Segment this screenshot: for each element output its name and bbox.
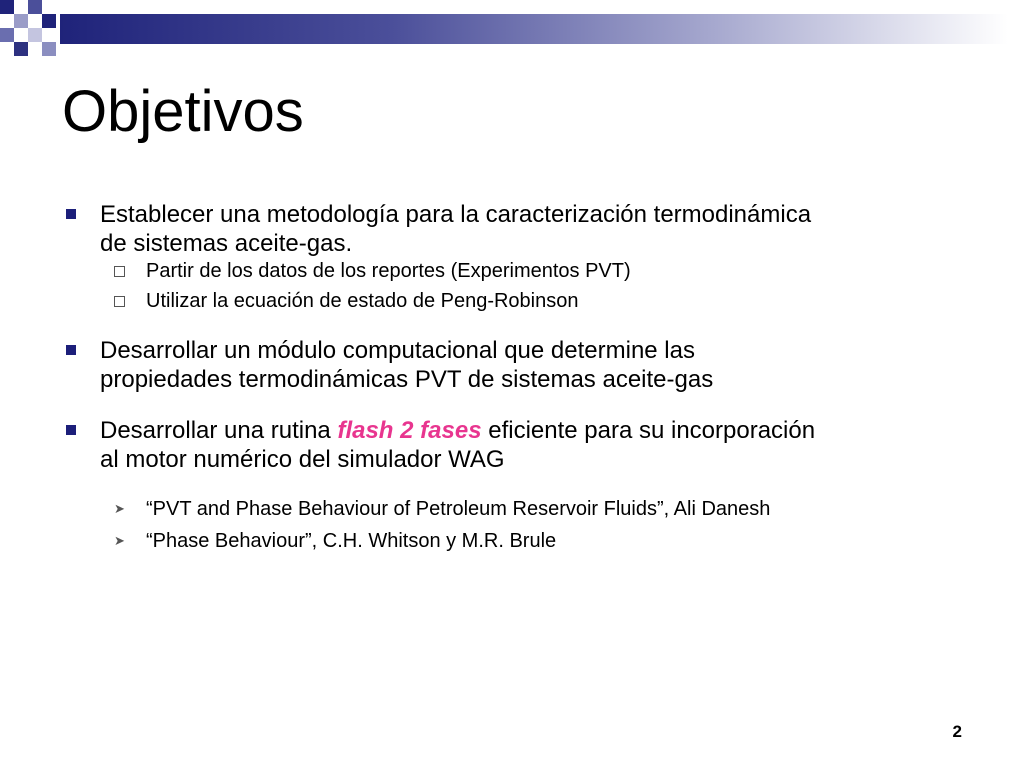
deco-square bbox=[14, 42, 28, 56]
sub-item bbox=[62, 288, 962, 314]
bullet-text-line: Establecer una metodología para la caracterización termodinámica bbox=[100, 201, 812, 228]
bullet-item bbox=[62, 200, 962, 258]
square-bullet-icon bbox=[66, 209, 76, 219]
emphasis-text: flash 2 fases bbox=[337, 417, 482, 444]
reference-item bbox=[62, 496, 962, 522]
deco-square bbox=[42, 42, 56, 56]
square-bullet-icon bbox=[66, 425, 76, 435]
bullet-text-line: de sistemas aceite-gas. bbox=[100, 230, 353, 257]
reference-item bbox=[62, 528, 962, 554]
header-decoration bbox=[0, 0, 60, 60]
header-gradient-bar bbox=[60, 14, 1008, 44]
bullet-text-line: al motor numérico del simulador WAG bbox=[100, 446, 505, 473]
sub-item bbox=[62, 258, 962, 284]
bullet-item bbox=[62, 416, 962, 474]
arrow-bullet-icon: ➤ bbox=[114, 501, 125, 516]
page-number: 2 bbox=[952, 722, 962, 741]
bullet-text: eficiente para su incorporación bbox=[481, 417, 816, 444]
bullet-text-line bbox=[100, 416, 962, 445]
bullet-text-line: Desarrollar un módulo computacional que determine las bbox=[100, 337, 695, 364]
slide-content bbox=[62, 200, 962, 554]
arrow-bullet-icon: ➤ bbox=[114, 533, 125, 548]
sub-item-text: Partir de los datos de los reportes (Experimentos PVT) bbox=[146, 260, 631, 282]
bullet-item bbox=[62, 336, 962, 394]
deco-square bbox=[42, 14, 56, 28]
sub-item-text: Utilizar la ecuación de estado de Peng-Robinson bbox=[146, 290, 579, 312]
bullet-text: Desarrollar una rutina bbox=[100, 417, 338, 444]
reference-text: “PVT and Phase Behaviour of Petroleum Reservoir Fluids”, Ali Danesh bbox=[146, 498, 771, 520]
hollow-square-bullet-icon bbox=[114, 296, 125, 307]
hollow-square-bullet-icon bbox=[114, 266, 125, 277]
bullet-text-line: propiedades termodinámicas PVT de sistemas aceite-gas bbox=[100, 366, 714, 393]
slide-title: Objetivos bbox=[62, 79, 304, 144]
deco-square bbox=[28, 28, 42, 42]
deco-square bbox=[28, 0, 42, 14]
square-bullet-icon bbox=[66, 345, 76, 355]
reference-text: “Phase Behaviour”, C.H. Whitson y M.R. Brule bbox=[146, 530, 557, 552]
deco-square bbox=[0, 0, 14, 14]
deco-square bbox=[0, 28, 14, 42]
deco-square bbox=[14, 14, 28, 28]
